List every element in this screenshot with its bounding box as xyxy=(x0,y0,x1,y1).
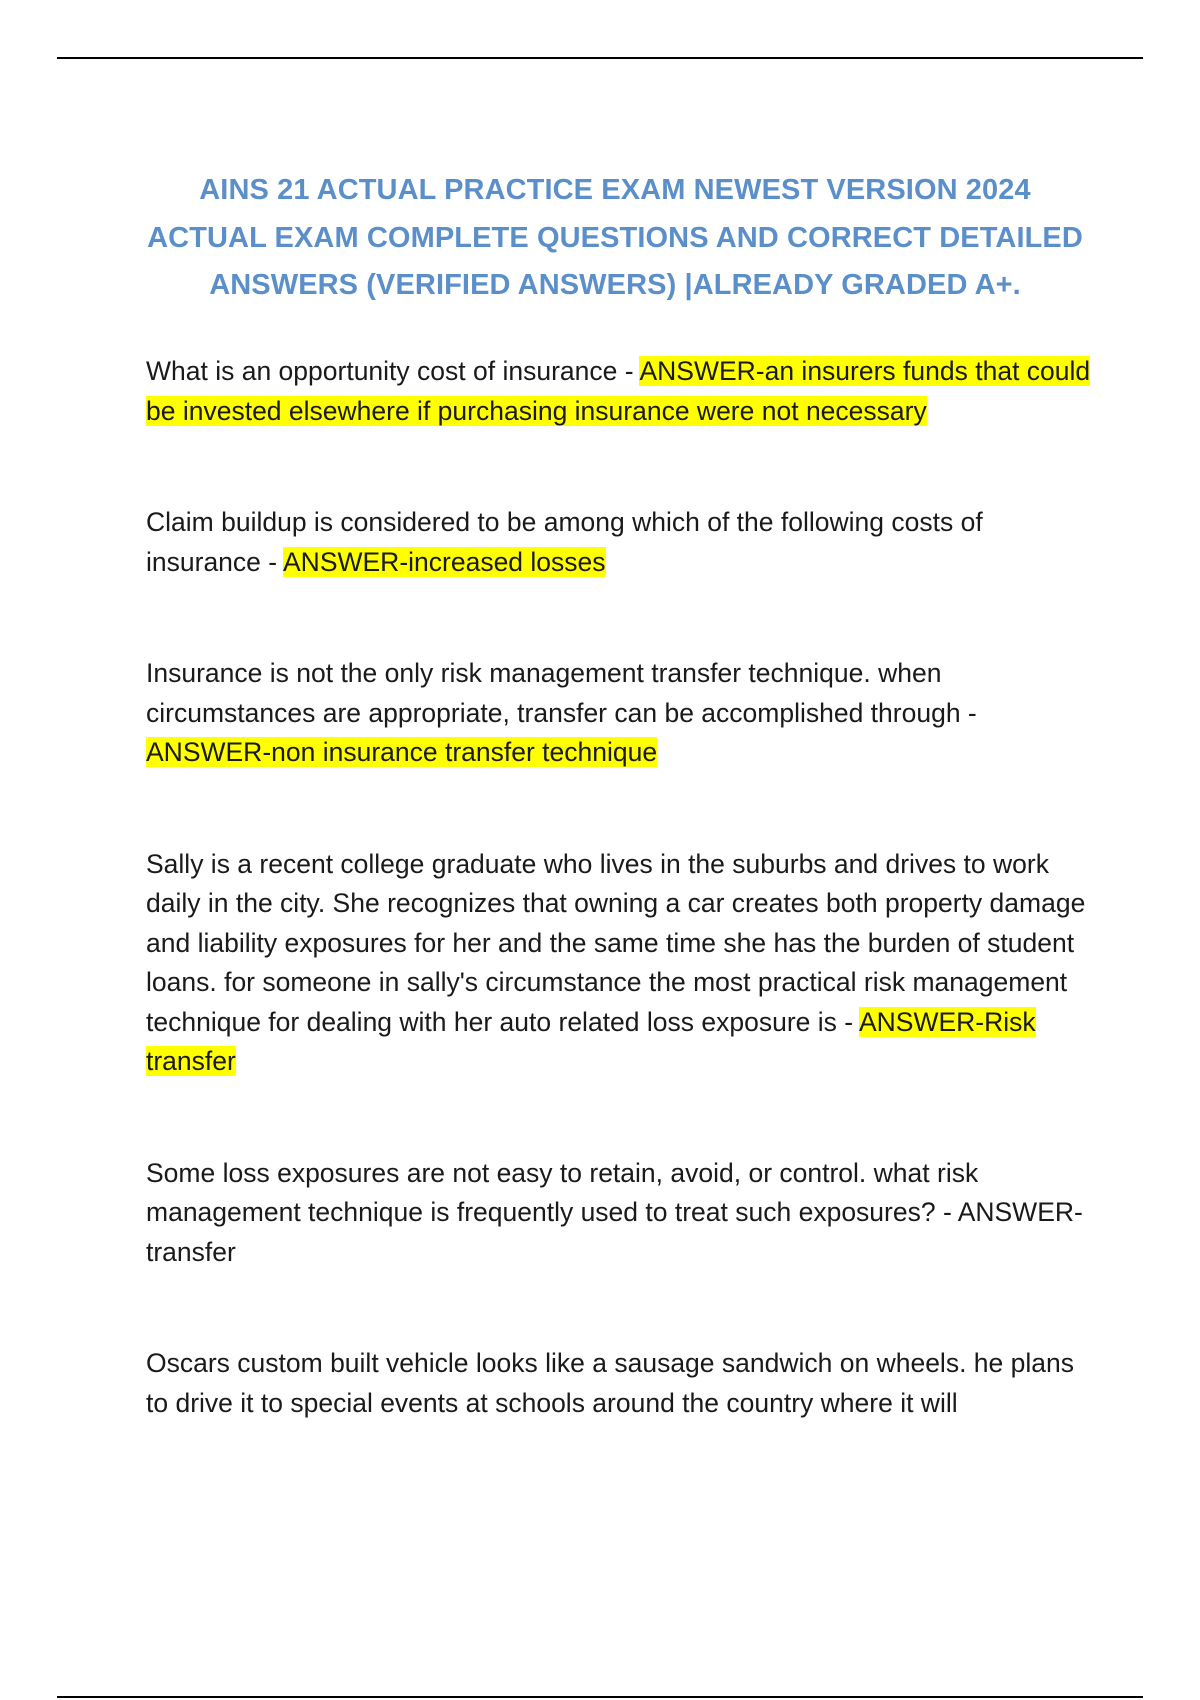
question-text: Sally is a recent college graduate who lives in the suburbs and drives to work daily in the city. She recognizes that owning a car creates both property damage and liability exposures for her and the same time she has the burden of student loans. for someone in sally's circumstance the most practical risk management technique for dealing with her auto related loss exposure is - xyxy=(146,848,1086,1037)
top-rule xyxy=(57,57,1143,59)
answer-text: ANSWER-non insurance transfer technique xyxy=(146,737,658,767)
qa-item-3 xyxy=(146,654,1096,773)
question-text: Oscars custom built vehicle looks like a sausage sandwich on wheels. he plans to drive it to special events at schools around the country where it will xyxy=(146,1348,1074,1418)
qa-item-4 xyxy=(146,845,1096,1082)
bottom-rule xyxy=(57,1696,1143,1698)
qa-item-5 xyxy=(146,1154,1096,1273)
question-text: Claim buildup is considered to be among which of the following costs of insurance - xyxy=(146,507,983,577)
document-title: AINS 21 ACTUAL PRACTICE EXAM NEWEST VERSION 2024 ACTUAL EXAM COMPLETE QUESTIONS AND CORRECT DETAILED ANSWERS (VERIFIED ANSWERS) |ALREADY GRADED A+. xyxy=(147,174,1083,302)
qa-item-2 xyxy=(146,503,1096,582)
answer-text: ANSWER-Risk transfer xyxy=(146,1006,1036,1076)
question-text: Insurance is not the only risk management transfer technique. when circumstances are appropriate, transfer can be accomplished through - xyxy=(146,658,977,728)
answer-text: ANSWER-an insurers funds that could be invested elsewhere if purchasing insurance were not necessary xyxy=(146,356,1091,426)
answer-text: ANSWER-increased losses xyxy=(283,546,606,577)
qa-item-1 xyxy=(146,352,1096,431)
question-text: Some loss exposures are not easy to retain, avoid, or control. what risk management technique is frequently used to treat such exposures? - xyxy=(146,1157,979,1227)
question-text: What is an opportunity cost of insurance - xyxy=(146,356,640,386)
document-body xyxy=(146,352,1096,1495)
qa-item-6 xyxy=(146,1344,1096,1423)
answer-text: ANSWER-transfer xyxy=(146,1197,1083,1267)
